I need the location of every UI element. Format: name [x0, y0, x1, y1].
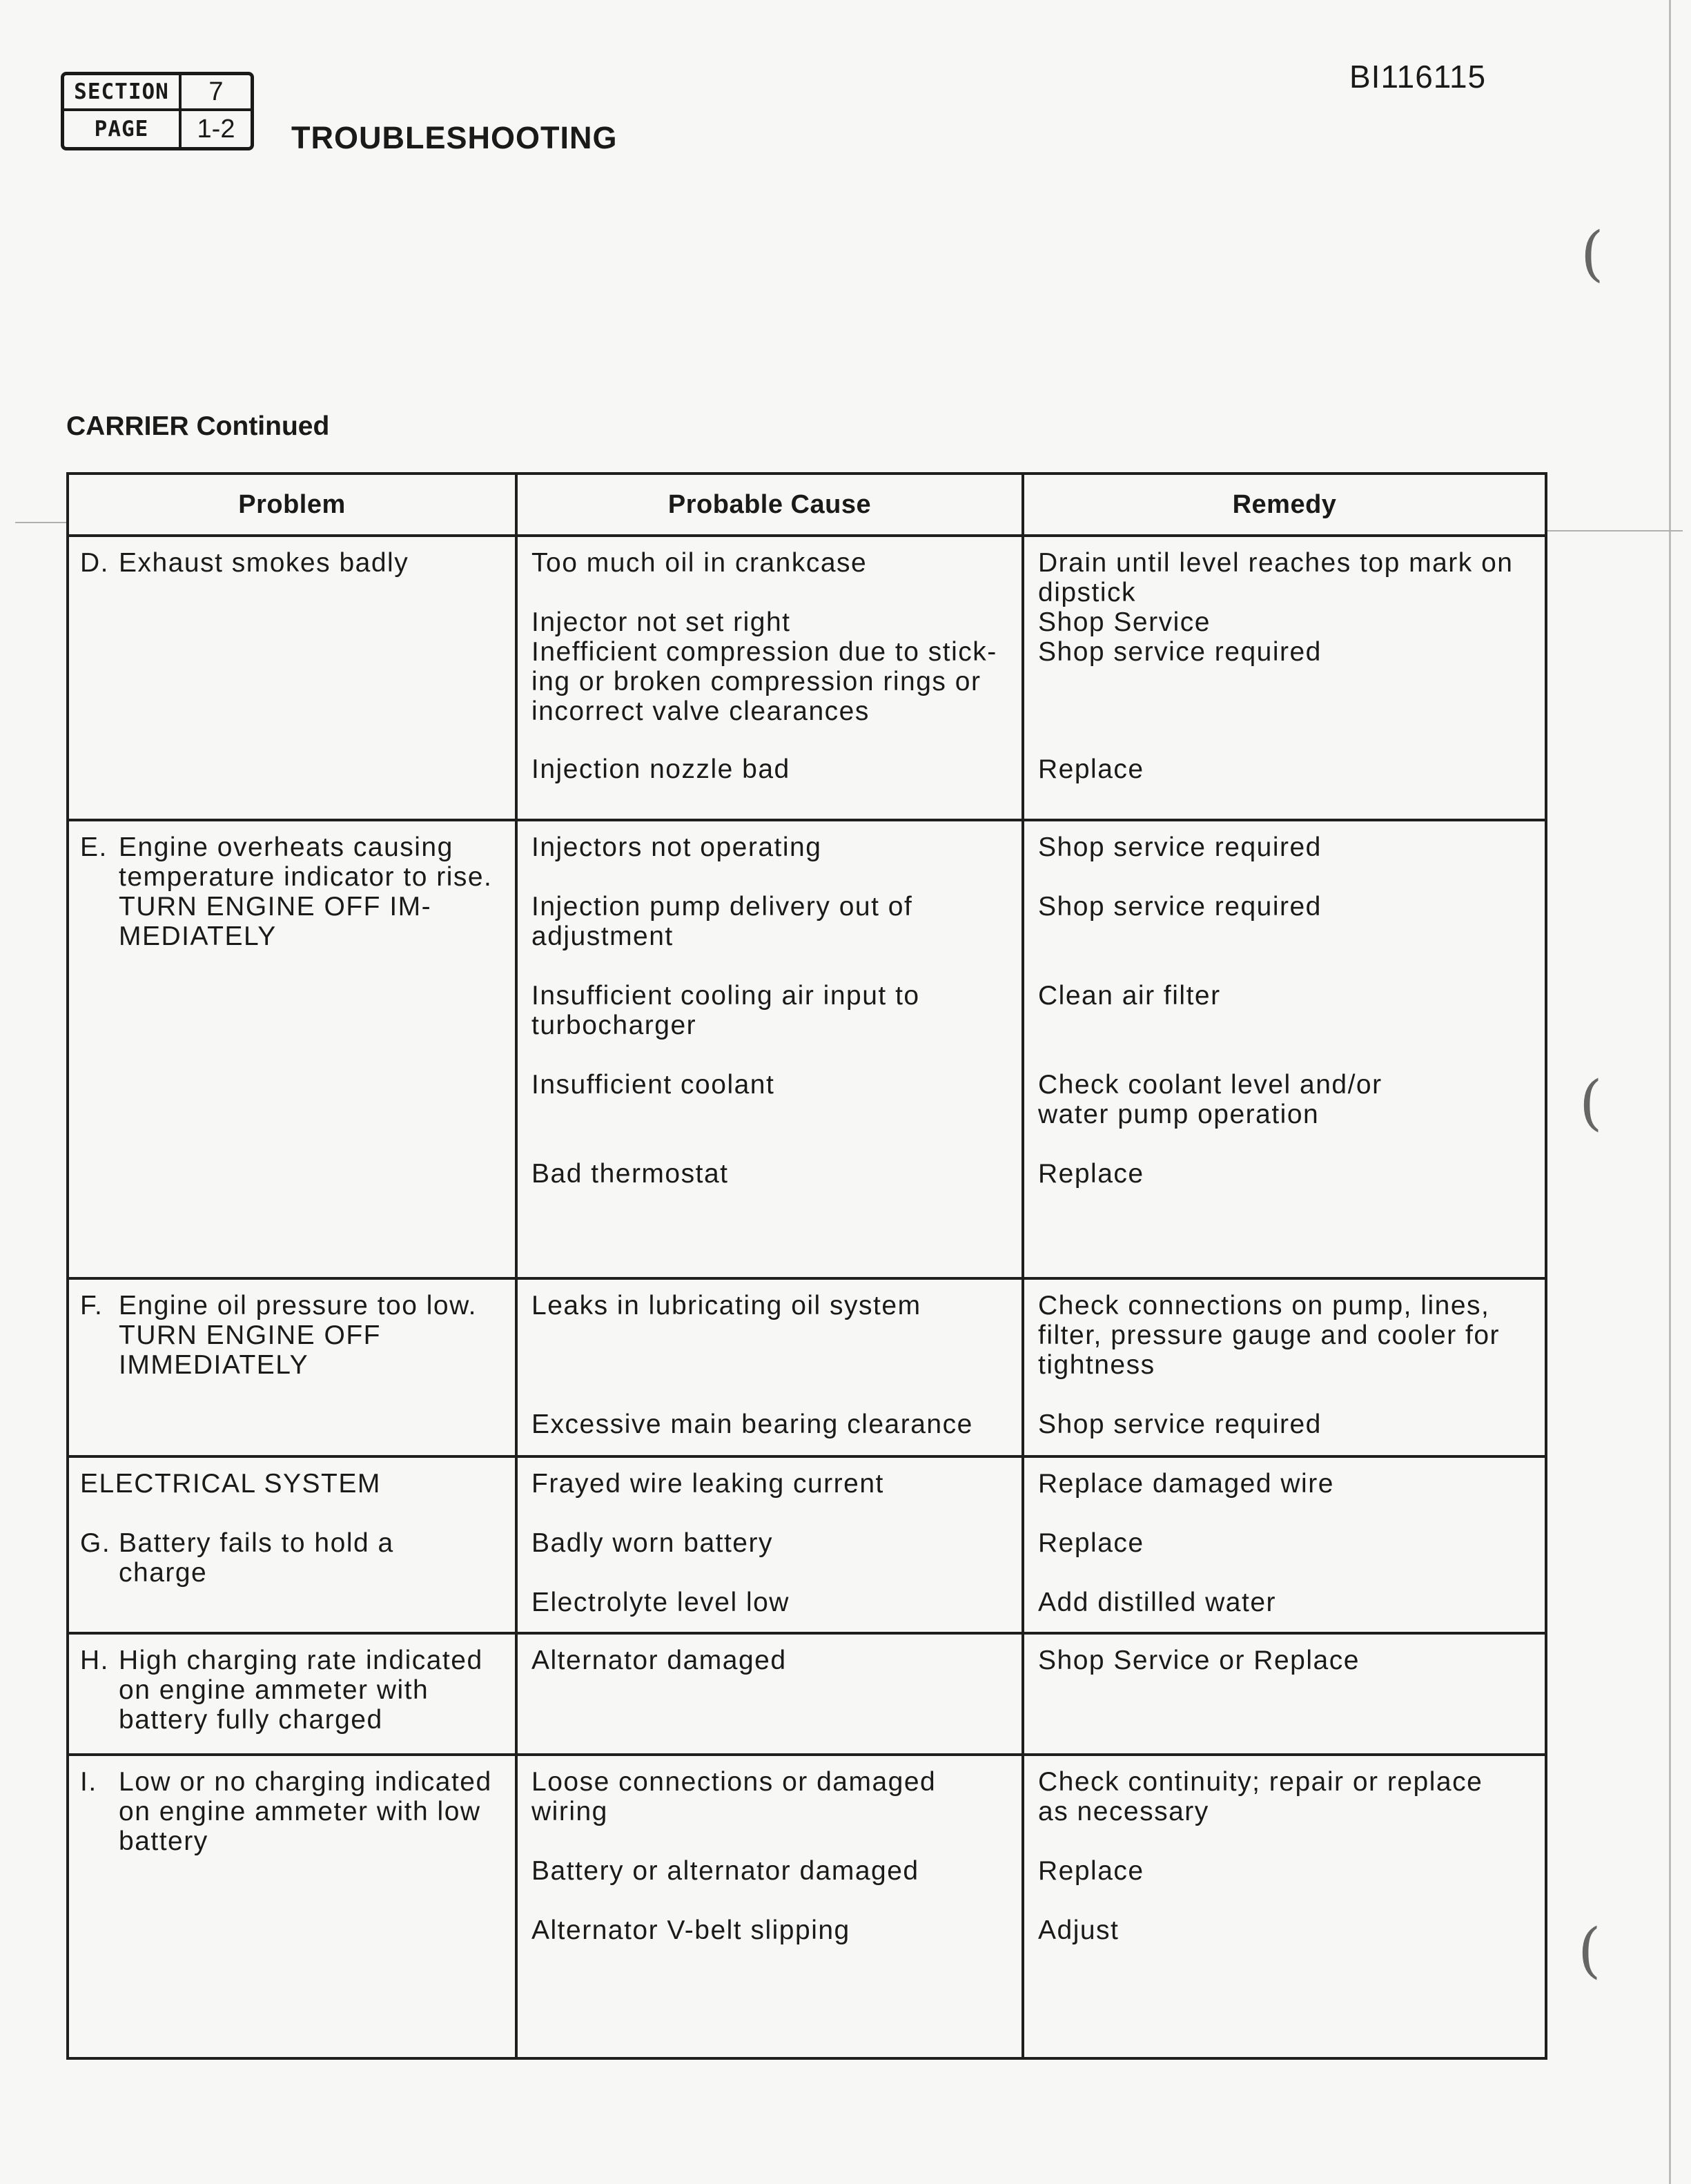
remedy-item: Shop service required	[1038, 892, 1322, 922]
table-row	[68, 536, 1546, 820]
remedy-item: Replace	[1038, 1856, 1144, 1886]
remedy-item: Adjust	[1038, 1915, 1120, 1945]
cause-item: Insufficient coolant	[531, 1070, 775, 1100]
cause-item: Alternator V-belt slipping	[531, 1915, 850, 1945]
page-title: TROUBLESHOOTING	[291, 120, 618, 155]
problem-letter: F.	[80, 1291, 104, 1320]
cause-item: Excessive main bearing clearance	[531, 1410, 973, 1439]
page-value: 1-2	[197, 114, 235, 144]
troubleshooting-table	[66, 472, 1547, 2060]
cause-item: Injection nozzle bad	[531, 754, 790, 784]
problem-text: Engine oil pressure too low. TURN ENGINE OFF IMMEDIATELY	[119, 1291, 477, 1380]
remedy-cell	[1023, 1456, 1546, 1633]
cause-cell	[516, 1755, 1023, 2058]
remedy-item: Add distilled water	[1038, 1588, 1276, 1617]
problem-letter: G.	[80, 1528, 111, 1558]
scan-rule-left	[15, 522, 66, 523]
remedy-item: Drain until level reaches top mark on dipstick	[1038, 548, 1514, 607]
cause-item: Insufficient cooling air input to turbocharger	[531, 981, 920, 1040]
cause-cell	[516, 1633, 1023, 1755]
binder-hole-mark-2: (	[1579, 1069, 1603, 1138]
cause-item: Injector not set right	[531, 607, 791, 637]
table-row	[68, 1456, 1546, 1633]
section-value: 7	[182, 75, 251, 111]
remedy-item: Check continuity; repair or replace as necessary	[1038, 1767, 1483, 1826]
remedy-item: Check coolant level and/or water pump operation	[1038, 1070, 1382, 1129]
cause-cell	[516, 820, 1023, 1278]
cause-item: Leaks in lubricating oil system	[531, 1291, 921, 1320]
remedy-item: Shop service required	[1038, 1410, 1322, 1439]
remedy-cell	[1023, 1633, 1546, 1755]
cause-item: Inefficient compression due to stick- ing or broken compression rings or incorrect valve clearances	[531, 637, 997, 726]
table-row	[68, 820, 1546, 1278]
problem-letter: E.	[80, 832, 108, 862]
remedy-item: Shop Service or Replace	[1038, 1646, 1360, 1675]
cause-item: Electrolyte level low	[531, 1588, 790, 1617]
cause-cell	[516, 536, 1023, 820]
remedy-item: Shop service required	[1038, 637, 1322, 667]
binder-hole-mark-1: (	[1581, 220, 1604, 289]
cause-item: Alternator damaged	[531, 1646, 787, 1675]
table-row	[68, 1755, 1546, 2058]
column-header-remedy: Remedy	[1023, 474, 1546, 536]
cause-cell	[516, 1278, 1023, 1456]
cause-item: Injectors not operating	[531, 832, 822, 862]
remedy-item: Replace	[1038, 754, 1144, 784]
problem-cell	[68, 1755, 516, 2058]
section-page-box	[61, 72, 254, 150]
remedy-cell	[1023, 1755, 1546, 2058]
problem-letter: D.	[80, 548, 109, 578]
problem-text: Low or no charging indicated on engine ammeter with low battery	[119, 1767, 492, 1856]
problem-cell	[68, 820, 516, 1278]
remedy-cell	[1023, 820, 1546, 1278]
column-header-cause: Probable Cause	[516, 474, 1023, 536]
problem-cell	[68, 1633, 516, 1755]
remedy-cell	[1023, 536, 1546, 820]
cause-item: Injection pump delivery out of adjustment	[531, 892, 913, 951]
problem-text: Engine overheats causing temperature indicator to rise. TURN ENGINE OFF IM- MEDIATELY	[119, 832, 493, 951]
problem-letter: H.	[80, 1646, 109, 1675]
table-row	[68, 1278, 1546, 1456]
section-label: SECTION	[64, 75, 182, 111]
problem-text: Exhaust smokes badly	[119, 548, 409, 578]
problem-letter: I.	[80, 1767, 97, 1797]
problem-cell	[68, 536, 516, 820]
group-label: ELECTRICAL SYSTEM	[80, 1469, 381, 1499]
remedy-cell	[1023, 1278, 1546, 1456]
cause-cell	[516, 1456, 1023, 1633]
section-subtitle: CARRIER Continued	[66, 411, 330, 441]
table-header-row	[68, 474, 1546, 536]
page-edge	[1669, 0, 1671, 2184]
problem-cell	[68, 1456, 516, 1633]
scan-rule-right	[1545, 530, 1683, 532]
cause-item: Loose connections or damaged wiring	[531, 1767, 937, 1826]
remedy-item: Replace damaged wire	[1038, 1469, 1334, 1499]
table-row	[68, 1633, 1546, 1755]
remedy-item: Shop Service	[1038, 607, 1211, 637]
binder-hole-mark-3: (	[1578, 1916, 1601, 1985]
cause-item: Frayed wire leaking current	[531, 1469, 884, 1499]
remedy-item: Shop service required	[1038, 832, 1322, 862]
cause-item: Battery or alternator damaged	[531, 1856, 919, 1886]
remedy-item: Clean air filter	[1038, 981, 1221, 1011]
remedy-item: Check connections on pump, lines, filter, pressure gauge and cooler for tightness	[1038, 1291, 1501, 1380]
column-header-problem: Problem	[68, 474, 516, 536]
document-id: BI116115	[1349, 59, 1487, 95]
remedy-item: Replace	[1038, 1159, 1144, 1189]
cause-item: Badly worn battery	[531, 1528, 773, 1558]
remedy-item: Replace	[1038, 1528, 1144, 1558]
cause-item: Bad thermostat	[531, 1159, 729, 1189]
cause-item: Too much oil in crankcase	[531, 548, 868, 578]
problem-cell	[68, 1278, 516, 1456]
page-label: PAGE	[64, 111, 182, 147]
problem-text: Battery fails to hold a charge	[119, 1528, 394, 1588]
problem-text: High charging rate indicated on engine ammeter with battery fully charged	[119, 1646, 483, 1735]
